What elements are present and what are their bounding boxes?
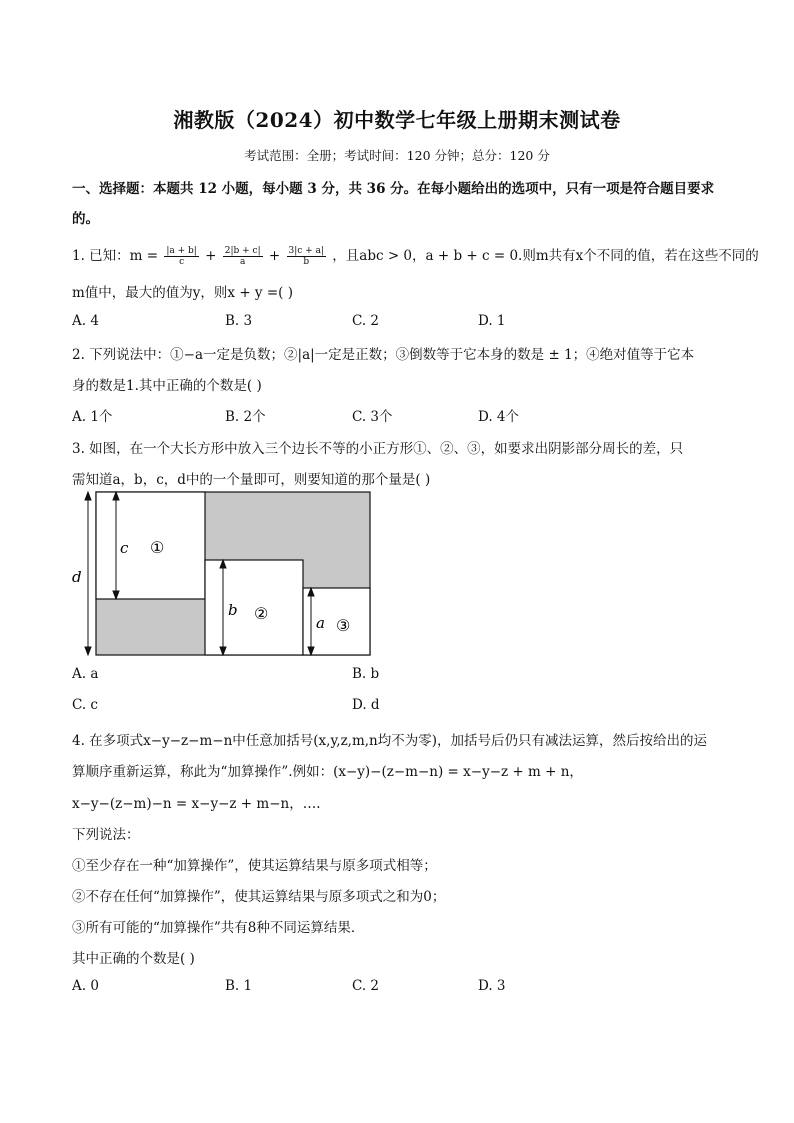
q2-option-d[interactable]: D. 4个 [478,409,520,425]
q1-f2-denominator: a [239,257,246,267]
question-3-stem: 3. 如图，在一个大长方形中放入三个边长不等的小正方形①、②、③，如要求出阴影部分周长的差，只 [72,441,684,457]
arrow-d [85,492,91,655]
q2-option-b[interactable]: B. 2个 [225,409,266,425]
q1-suffix: ，且abc > 0，a + b + c = 0.则m共有x个不同的值，若在这些不同的 [332,248,759,264]
q4-option-c[interactable]: C. 2 [352,978,380,994]
label-c: c [120,539,129,557]
label-b: b [228,601,238,619]
q4-statement-1: ①至少存在一种“加算操作”，使其运算结果与原多项式相等； [72,858,437,874]
q1-option-c[interactable]: C. 2 [352,313,380,329]
q2-option-a[interactable]: A. 1个 [72,409,113,425]
label-d: d [72,568,82,586]
q3-option-d[interactable]: D. d [352,697,380,713]
q2-option-c[interactable]: C. 3个 [352,409,393,425]
q4-ask: 其中正确的个数是( ) [72,951,195,967]
q1-plus-1: + [205,248,217,264]
q4-statement-3: ③所有可能的“加算操作”共有8种不同运算结果． [72,920,365,936]
q1-plus-2: + [268,248,281,264]
question-1-stem-cont: m值中，最大的值为y，则x + y =( ) [72,285,293,301]
q1-f2-numerator: 2|b + c| [224,246,261,256]
shaded-region-bottom-left [96,599,205,655]
label-square-3: ③ [336,616,351,635]
q3-option-b[interactable]: B. b [352,666,380,682]
label-square-1: ① [150,538,165,557]
q4-option-d[interactable]: D. 3 [478,978,506,994]
q3-option-a[interactable]: A. a [72,666,99,682]
q1-fraction-2 [223,246,263,267]
q4-option-b[interactable]: B. 1 [225,978,253,994]
question-4-stem-cont-1: 算顺序重新运算，称此为“加算操作”.例如：(x−y)−(z−m−n) = x−y−z + m + n， [72,764,583,780]
question-4-stem: 4. 在多项式x−y−z−m−n中任意加括号(x,y,z,m,n均不为零)，加括号后仍只有减法运算，然后按给出的运 [72,733,708,749]
q3-figure [66,488,378,660]
q1-f3-denominator: b [303,257,310,267]
q1-f3-numerator: 3|c + a| [288,246,324,256]
q1-f1-denominator: c [179,257,185,267]
question-2-stem-cont: 身的数是1.其中正确的个数是( ) [72,378,262,394]
exam-info: 考试范围：全册；考试时间：120 分钟；总分：120 分 [244,148,550,163]
section-header: 一、选择题：本题共 12 小题，每小题 3 分，共 36 分。在每小题给出的选项中，只有一项是符合题目要求 [72,181,715,197]
q1-prefix: 1. 已知：m = [72,248,159,264]
q1-fraction-3 [287,246,326,267]
q4-option-a[interactable]: A. 0 [72,978,99,994]
q1-option-d[interactable]: D. 1 [478,313,506,329]
q4-statement-2: ②不存在任何“加算操作”，使其运算结果与原多项式之和为0； [72,889,446,905]
label-a: a [316,614,325,632]
question-1-stem [72,244,759,267]
q1-option-a[interactable]: A. 4 [72,313,99,329]
question-2-stem: 2. 下列说法中：①−a一定是负数；②|a|一定是正数；③倒数等于它本身的数是 ± 1；④绝对值等于它本 [72,347,695,363]
question-4-stem-cont-2: x−y−(z−m)−n = x−y−z + m−n，…. [72,796,321,812]
q3-option-c[interactable]: C. c [72,697,98,713]
q1-option-b[interactable]: B. 3 [225,313,253,329]
label-square-2: ② [254,604,269,623]
q1-fraction-1 [164,246,198,267]
section-header-cont: 的。 [72,211,99,227]
q1-f1-numerator: |a + b| [166,246,197,256]
question-3-stem-cont: 需知道a，b，c，d中的一个量即可，则要知道的那个量是( ) [72,472,431,488]
page-title: 湘教版（2024）初中数学七年级上册期末测试卷 [173,108,621,132]
question-4-statements-label: 下列说法： [72,827,140,843]
